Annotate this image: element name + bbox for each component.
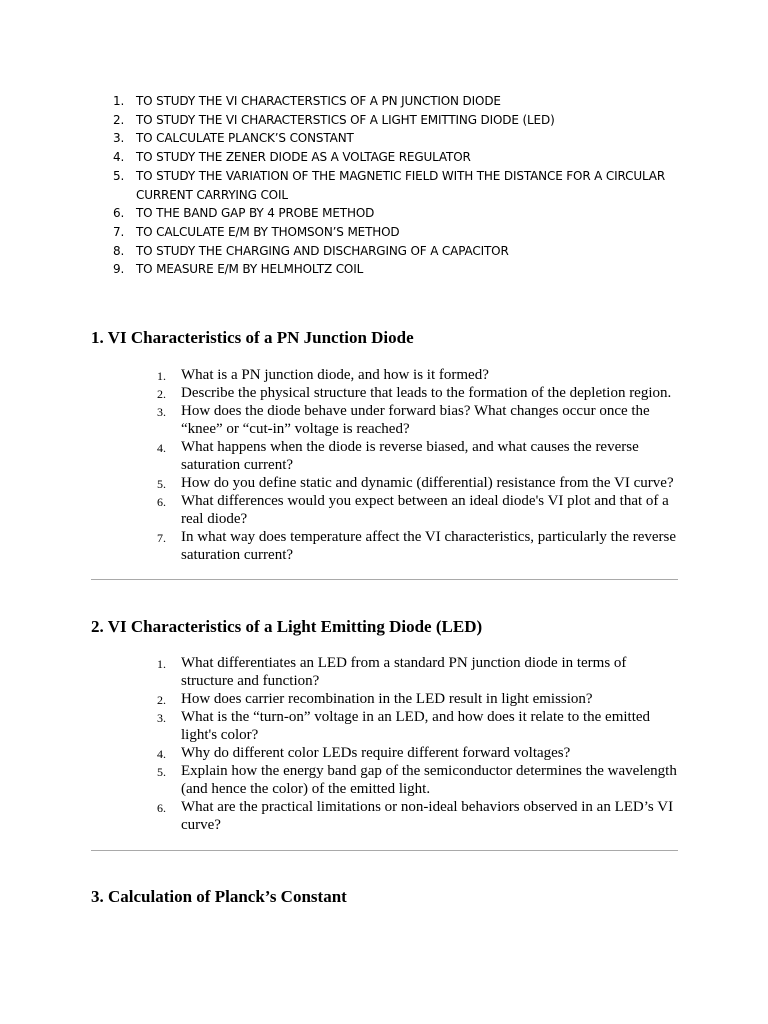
section-heading: 1. VI Characteristics of a PN Junction Diode <box>91 328 414 347</box>
question-text: What happens when the diode is reverse biased, and what causes the reverse saturation current? <box>181 439 639 473</box>
experiment-item <box>106 111 666 130</box>
question-text: How does the diode behave under forward bias? What changes occur once the “knee” or “cut-in” voltage is reached? <box>181 403 650 437</box>
question-number: 3. <box>157 711 166 725</box>
question-item <box>150 744 680 762</box>
experiment-number: 2. <box>113 112 125 127</box>
question-list <box>150 366 680 564</box>
experiment-text: TO THE BAND GAP BY 4 PROBE METHOD <box>136 206 375 221</box>
experiment-item <box>106 260 666 279</box>
question-number: 3. <box>157 405 166 419</box>
question-item <box>150 438 680 474</box>
question-number: 6. <box>157 801 166 815</box>
experiment-list <box>106 92 666 279</box>
question-number: 5. <box>157 477 166 491</box>
question-item <box>150 690 680 708</box>
experiment-number: 8. <box>113 243 125 258</box>
question-item <box>150 492 680 528</box>
experiment-text: TO MEASURE E/M BY HELMHOLTZ COIL <box>136 262 364 277</box>
experiment-item <box>106 92 666 111</box>
question-item <box>150 654 680 690</box>
section-divider <box>91 579 678 580</box>
question-item <box>150 384 680 402</box>
experiment-item <box>106 223 666 242</box>
question-item <box>150 474 680 492</box>
question-text: What is the “turn-on” voltage in an LED, and how does it relate to the emitted light's color? <box>181 709 651 743</box>
question-item <box>150 708 680 744</box>
question-text: What are the practical limitations or non-ideal behaviors observed in an LED’s VI curve? <box>181 799 674 833</box>
question-text: Explain how the energy band gap of the semiconductor determines the wavelength (and hence the color) of the emitted light. <box>181 763 677 797</box>
experiment-item <box>106 204 666 223</box>
experiment-text: TO STUDY THE VI CHARACTERSTICS OF A PN JUNCTION DIODE <box>136 94 501 108</box>
experiment-text: TO CALCULATE PLANCK’S CONSTANT <box>136 131 354 146</box>
question-number: 5. <box>157 765 166 779</box>
experiment-text: TO STUDY THE VI CHARACTERSTICS OF A LIGHT EMITTING DIODE (LED) <box>136 112 555 127</box>
question-item <box>150 762 680 798</box>
question-number: 1. <box>157 369 166 383</box>
question-text: What differentiates an LED from a standard PN junction diode in terms of structure and function? <box>181 655 627 689</box>
experiment-number: 6. <box>113 206 125 221</box>
question-item <box>150 798 680 834</box>
section-divider <box>91 850 678 851</box>
question-item <box>150 528 680 564</box>
question-number: 4. <box>157 747 166 761</box>
experiment-number: 5. <box>113 168 125 183</box>
question-number: 2. <box>157 387 166 401</box>
section-heading: 3. Calculation of Planck’s Constant <box>91 887 347 906</box>
question-text: In what way does temperature affect the VI characteristics, particularly the reverse saturation current? <box>181 529 677 563</box>
experiment-number: 1. <box>113 94 125 108</box>
experiment-number: 3. <box>113 131 125 146</box>
question-text: What differences would you expect between an ideal diode's VI plot and that of a real diode? <box>181 493 669 527</box>
question-number: 4. <box>157 441 166 455</box>
experiment-item <box>106 242 666 261</box>
experiment-number: 7. <box>113 224 125 239</box>
question-text: How do you define static and dynamic (differential) resistance from the VI curve? <box>181 475 674 491</box>
experiment-number: 9. <box>113 262 125 277</box>
question-number: 2. <box>157 693 166 707</box>
experiment-text: TO STUDY THE CHARGING AND DISCHARGING OF A CAPACITOR <box>136 243 509 258</box>
experiment-item <box>106 129 666 148</box>
experiment-number: 4. <box>113 150 125 165</box>
question-list <box>150 654 680 834</box>
experiment-text: TO STUDY THE ZENER DIODE AS A VOLTAGE REGULATOR <box>136 150 471 165</box>
question-text: Why do different color LEDs require different forward voltages? <box>181 745 571 761</box>
experiment-text: TO STUDY THE VARIATION OF THE MAGNETIC FIELD WITH THE DISTANCE FOR A CIRCULAR CURRENT CARRYING COIL <box>136 168 666 202</box>
experiment-item <box>106 167 666 204</box>
question-number: 1. <box>157 657 166 671</box>
question-number: 6. <box>157 495 166 509</box>
question-number: 7. <box>157 531 166 545</box>
question-item <box>150 402 680 438</box>
question-item <box>150 366 680 384</box>
experiment-text: TO CALCULATE E/M BY THOMSON’S METHOD <box>136 224 400 239</box>
question-text: How does carrier recombination in the LED result in light emission? <box>181 691 593 707</box>
section-heading: 2. VI Characteristics of a Light Emitting Diode (LED) <box>91 617 483 636</box>
question-text: What is a PN junction diode, and how is it formed? <box>181 367 489 383</box>
question-text: Describe the physical structure that leads to the formation of the depletion region. <box>181 385 672 401</box>
experiment-item <box>106 148 666 167</box>
